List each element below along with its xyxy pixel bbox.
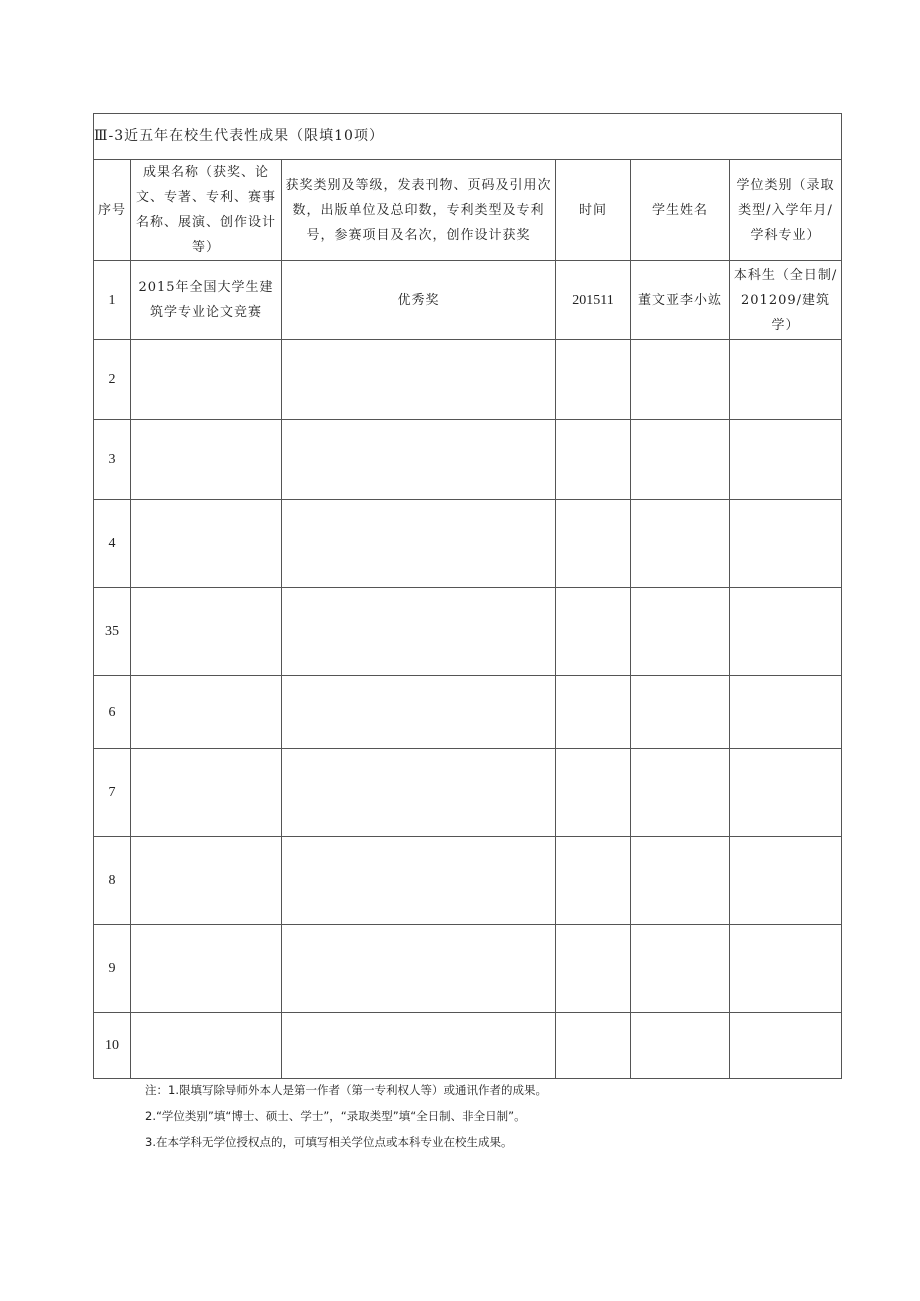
row-degree bbox=[730, 925, 842, 1013]
row-degree bbox=[730, 837, 842, 925]
row-seq: 6 bbox=[94, 676, 131, 749]
achievements-form bbox=[93, 113, 841, 1079]
header-seq: 序号 bbox=[94, 160, 131, 261]
table-header-row bbox=[94, 160, 842, 261]
row-degree bbox=[730, 420, 842, 500]
table-row bbox=[94, 500, 842, 588]
row-time bbox=[556, 340, 631, 420]
row-student bbox=[631, 588, 730, 676]
row-category bbox=[282, 925, 556, 1013]
row-name bbox=[131, 420, 282, 500]
row-seq: 10 bbox=[94, 1013, 131, 1079]
row-seq: 35 bbox=[94, 588, 131, 676]
section-title: Ⅲ-3近五年在校生代表性成果（限填10项） bbox=[94, 114, 842, 160]
row-student bbox=[631, 925, 730, 1013]
row-seq: 9 bbox=[94, 925, 131, 1013]
row-degree bbox=[730, 340, 842, 420]
row-student bbox=[631, 837, 730, 925]
footnote-1: 注：1.限填写除导师外本人是第一作者（第一专利权人等）或通讯作者的成果。 bbox=[145, 1083, 547, 1097]
row-student bbox=[631, 1013, 730, 1079]
table-row bbox=[94, 261, 842, 340]
row-time bbox=[556, 500, 631, 588]
row-name bbox=[131, 500, 282, 588]
row-name bbox=[131, 1013, 282, 1079]
row-student: 董文亚李小竑 bbox=[631, 261, 730, 340]
table-row bbox=[94, 749, 842, 837]
footnote-2: 2.“学位类别”填“博士、硕士、学士”，“录取类型”填“全日制、非全日制”。 bbox=[145, 1109, 526, 1123]
header-name: 成果名称（获奖、论文、专著、专利、赛事名称、展演、创作设计等） bbox=[131, 160, 282, 261]
row-degree bbox=[730, 749, 842, 837]
row-name bbox=[131, 837, 282, 925]
row-student bbox=[631, 420, 730, 500]
row-seq: 7 bbox=[94, 749, 131, 837]
header-category: 获奖类别及等级，发表刊物、页码及引用次数，出版单位及总印数，专利类型及专利号，参赛项目及名次，创作设计获奖 bbox=[282, 160, 556, 261]
row-category bbox=[282, 340, 556, 420]
row-category: 优秀奖 bbox=[282, 261, 556, 340]
row-category bbox=[282, 749, 556, 837]
row-category bbox=[282, 676, 556, 749]
table-row bbox=[94, 676, 842, 749]
row-category bbox=[282, 500, 556, 588]
row-category bbox=[282, 837, 556, 925]
row-name bbox=[131, 340, 282, 420]
row-student bbox=[631, 500, 730, 588]
header-time: 时间 bbox=[556, 160, 631, 261]
row-name: 2015年全国大学生建筑学专业论文竞赛 bbox=[131, 261, 282, 340]
row-time bbox=[556, 925, 631, 1013]
row-student bbox=[631, 749, 730, 837]
row-name bbox=[131, 749, 282, 837]
row-time bbox=[556, 749, 631, 837]
row-degree bbox=[730, 1013, 842, 1079]
table-row bbox=[94, 1013, 842, 1079]
table-row bbox=[94, 420, 842, 500]
row-degree bbox=[730, 676, 842, 749]
header-student: 学生姓名 bbox=[631, 160, 730, 261]
row-time bbox=[556, 588, 631, 676]
row-student bbox=[631, 340, 730, 420]
row-name bbox=[131, 925, 282, 1013]
row-category bbox=[282, 588, 556, 676]
row-category bbox=[282, 420, 556, 500]
row-time bbox=[556, 420, 631, 500]
table-row bbox=[94, 588, 842, 676]
row-seq: 3 bbox=[94, 420, 131, 500]
row-degree bbox=[730, 588, 842, 676]
row-time bbox=[556, 1013, 631, 1079]
row-category bbox=[282, 1013, 556, 1079]
row-name bbox=[131, 676, 282, 749]
row-name bbox=[131, 588, 282, 676]
row-seq: 1 bbox=[94, 261, 131, 340]
table-row bbox=[94, 837, 842, 925]
table-row bbox=[94, 340, 842, 420]
row-seq: 2 bbox=[94, 340, 131, 420]
footnote-3: 3.在本学科无学位授权点的，可填写相关学位点或本科专业在校生成果。 bbox=[145, 1135, 513, 1149]
row-time bbox=[556, 676, 631, 749]
row-seq: 4 bbox=[94, 500, 131, 588]
row-degree bbox=[730, 500, 842, 588]
footnotes bbox=[145, 1077, 547, 1155]
row-time: 201511 bbox=[556, 261, 631, 340]
row-seq: 8 bbox=[94, 837, 131, 925]
row-student bbox=[631, 676, 730, 749]
row-degree: 本科生（全日制/201209/建筑学） bbox=[730, 261, 842, 340]
header-degree: 学位类别（录取类型/入学年月/学科专业） bbox=[730, 160, 842, 261]
table-row bbox=[94, 925, 842, 1013]
achievements-table bbox=[93, 113, 842, 1079]
row-time bbox=[556, 837, 631, 925]
